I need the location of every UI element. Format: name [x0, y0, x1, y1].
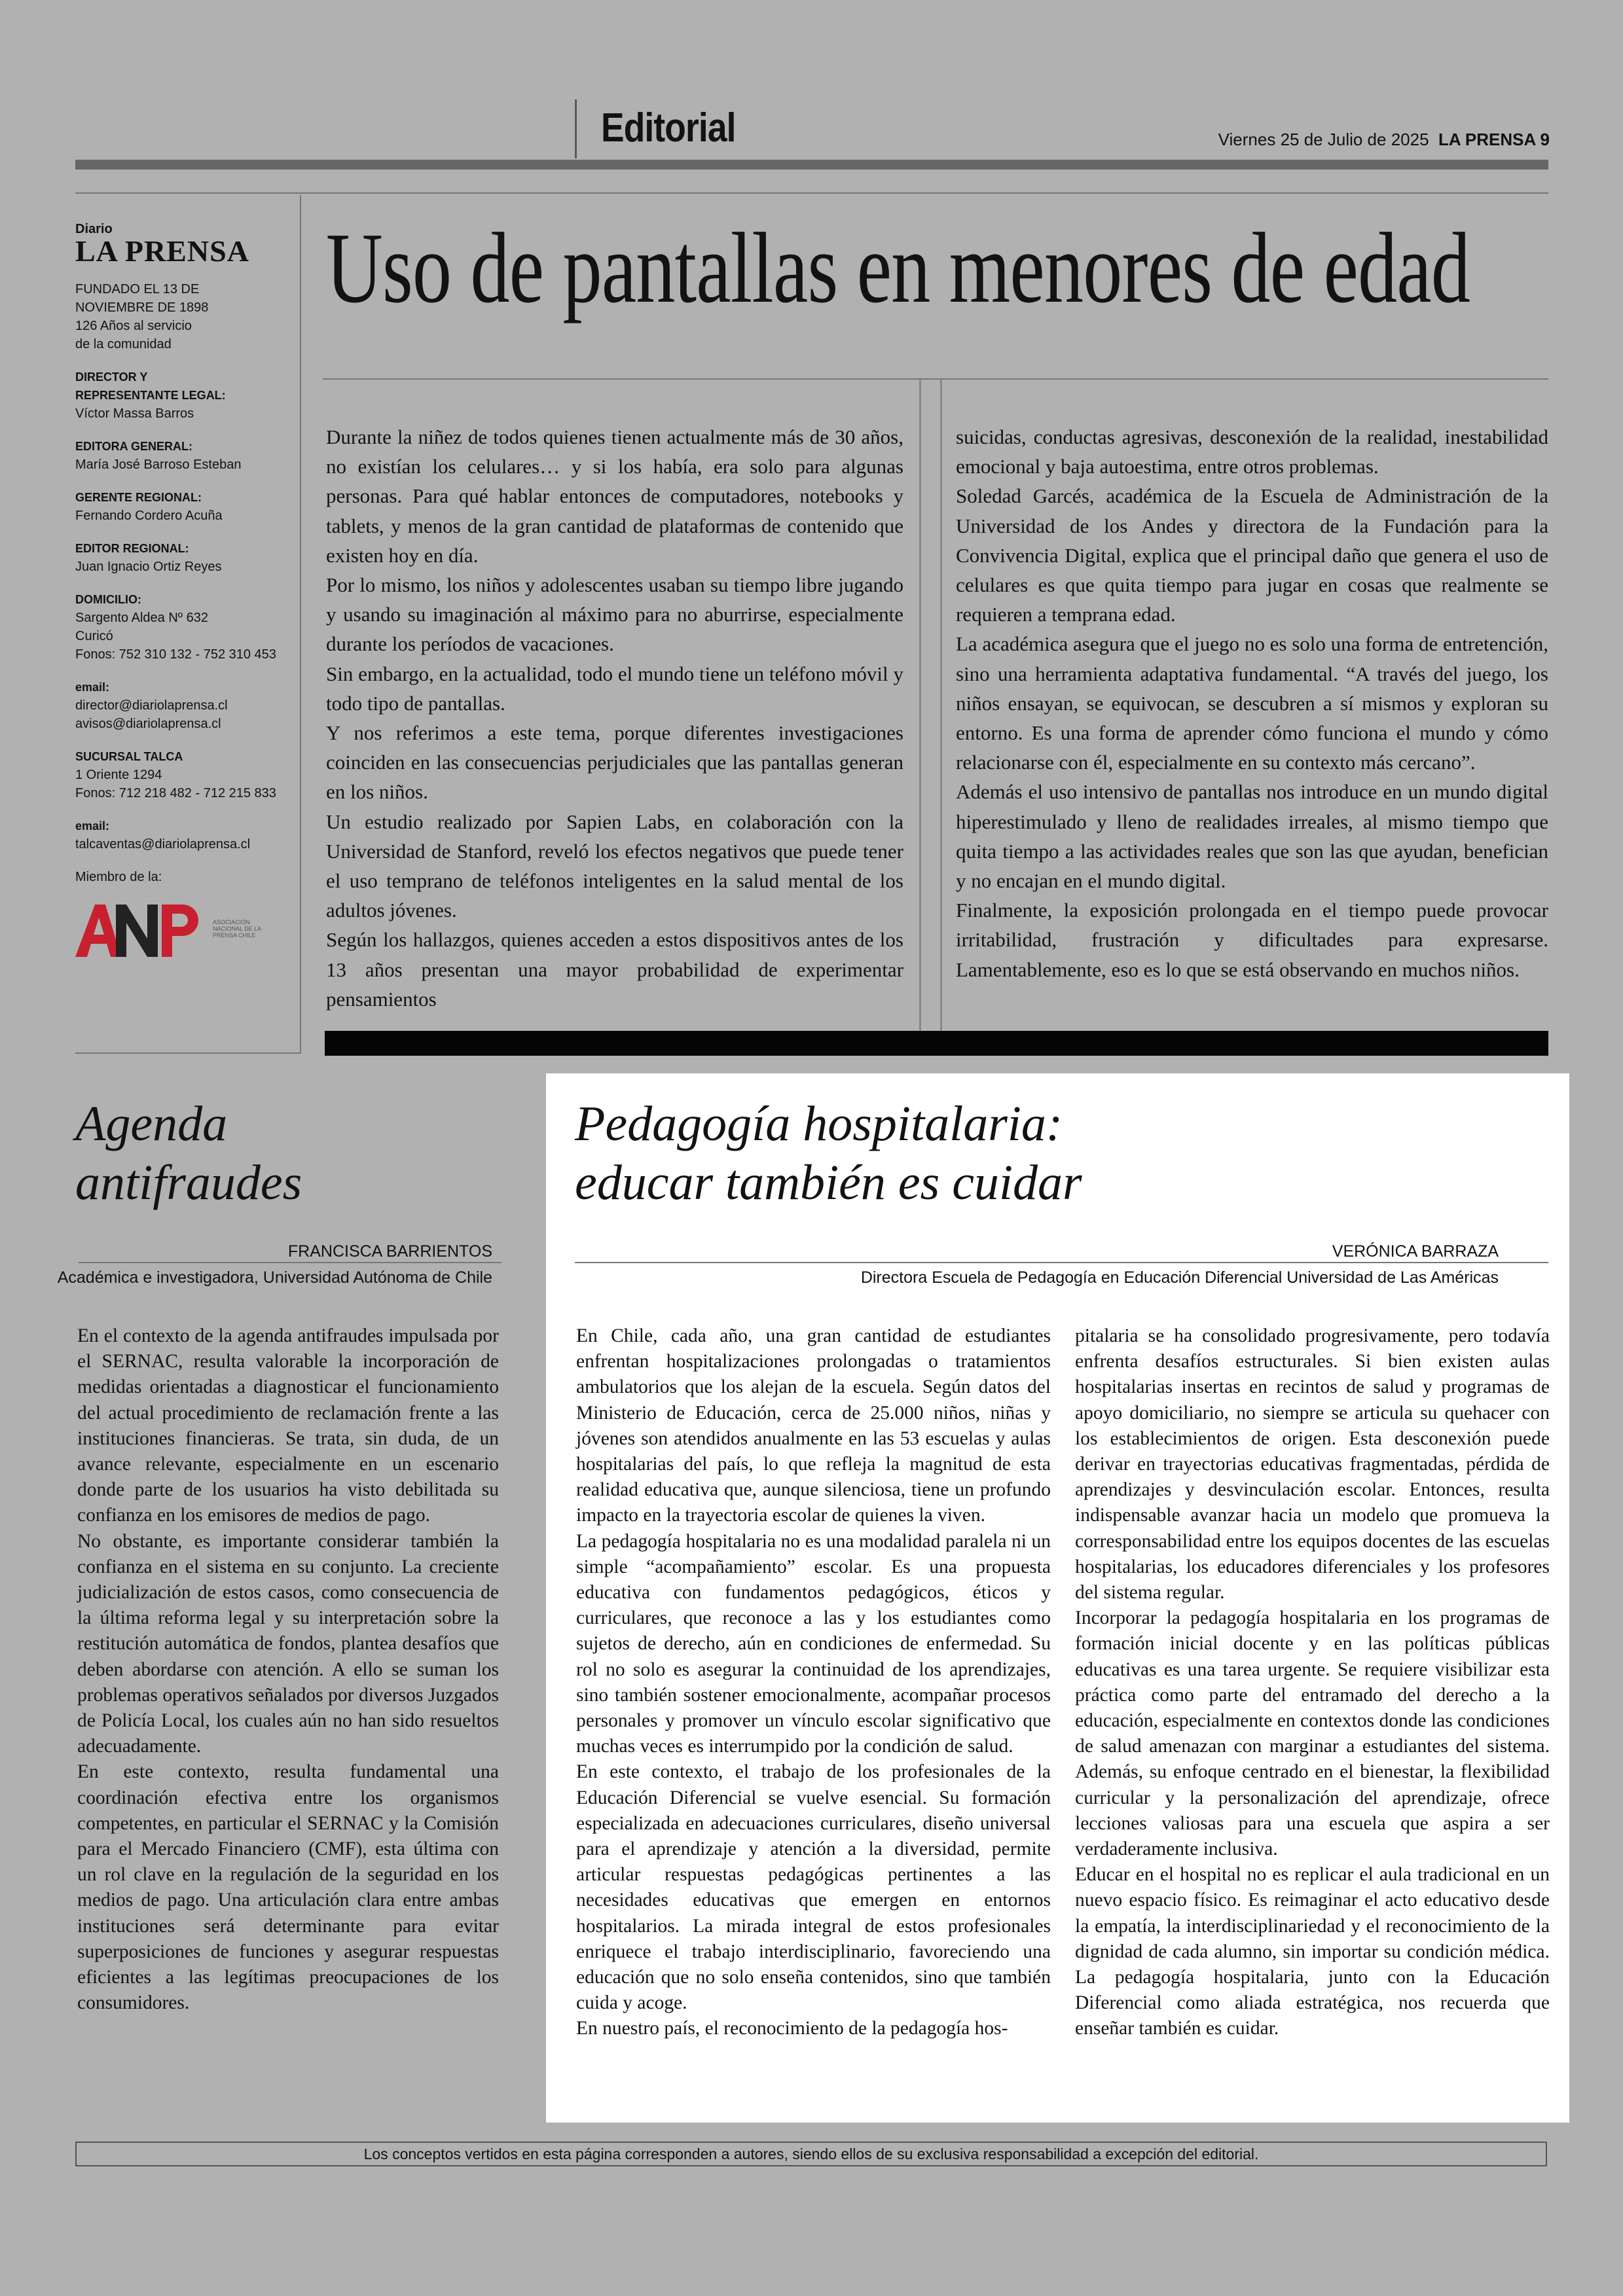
staff-value: Sargento Aldea Nº 632: [75, 611, 209, 625]
issue-date: Viernes 25 de Julio de 2025: [1218, 130, 1429, 149]
paragraph: Educar en el hospital no es replicar el aula tradicional en un nuevo espacio físico. Es reimaginar el acto educativo desde la empatía, la interdisciplinariedad y el reconocimiento de la dignidad de cada alumno, sin importar su condición médica. La pedagogía hospitalaria, junto con la Educación Diferencial como aliada estratégica, nos recuerda que enseñar también es cuidar.: [1075, 1864, 1550, 2039]
paragraph: La académica asegura que el juego no es solo una forma de entretención, sino una herramienta adaptativa fundamental. “A través del juego, los niños ensayan, se equivocan, se descubren a sí mismos y exploran su entorno. Es una forma de aprender cómo funciona el mundo y cómo relacionarse con él, especialmente en su contexto más cercano”.: [956, 632, 1548, 774]
paragraph: En Chile, cada año, una gran cantidad de estudiantes enfrentan hospitalizaciones prolongadas o tratamientos ambulatorios que los alejan de la escuela. Según datos del Ministerio de Educación, cerca de 25.000 niños, niñas y jóvenes son atendidos anualmente en las 53 escuelas y aulas hospitalarias del país, lo que refleja la magnitud de esta realidad educativa que, aunque silenciosa, tiene un profundo impacto en la trayectoria escolar de quienes la viven.: [576, 1325, 1051, 1526]
article-left-rule: [79, 1262, 501, 1263]
masthead-diario: Diario: [75, 222, 113, 236]
paragraph: Según los hallazgos, quienes acceden a estos dispositivos antes de los 13 años presentan una mayor probabilidad de experimentar pensamientos: [326, 928, 903, 1011]
staff-value: Fernando Cordero Acuña: [75, 509, 223, 523]
staff-label: email:: [75, 681, 110, 694]
article-left-author: FRANCISCA BARRIENTOS: [287, 1242, 492, 1261]
header-bar: [75, 160, 1548, 170]
paragraph: suicidas, conductas agresivas, desconexión de la realidad, inestabilidad emocional y baja autoestima, entre otros problemas.: [956, 425, 1548, 478]
paragraph: Sin embargo, en la actualidad, todo el mundo tiene un teléfono móvil y todo tipo de pantallas.: [326, 662, 903, 715]
paragraph: En este contexto, el trabajo de los profesionales de la Educación Diferencial se vuelve esencial. Su formación especializada en adecuaciones curriculares, diseño universal para el aprendizaje y atención a la diversidad, permite articular respuestas pedagógicas pertinentes a las necesidades educativas que emergen en entornos hospitalarios. La mirada integral de estos profesionales enriquece el trabajo interdisciplinario, favoreciendo una educación que no solo enseña contenidos, sino que también cuida y acoge.: [576, 1761, 1051, 2014]
article-right-rule: [575, 1262, 1548, 1263]
paragraph: Soledad Garcés, académica de la Escuela de Administración de la Universidad de los Andes y directora de la Fundación para la Convivencia Digital, explica que el principal daño que genera el uso de celulares es que quita tiempo para jugar en cosas que realmente se requieren a temprana edad.: [956, 484, 1548, 626]
section-title: Editorial: [601, 105, 736, 151]
staff-value: director@diariolaprensa.cl: [75, 698, 228, 713]
article-right-title-line: educar también es cuidar: [575, 1155, 1082, 1210]
editorial-title: Uso de pantallas en menores de edad: [326, 213, 1470, 324]
header-rule: [75, 192, 1548, 194]
masthead-sidebar: [75, 223, 291, 958]
editorial-bottom-bar: [325, 1031, 1548, 1056]
column-rule: [919, 380, 921, 1031]
paragraph: Y nos referimos a este tema, porque diferentes investigaciones coinciden en las consecuencias perjudiciales que las pantallas generan en los niños.: [326, 721, 903, 804]
article-left-title: [75, 1094, 534, 1212]
paragraph: En este contexto, resulta fundamental una coordinación efectiva entre los organismos competentes, en particular el SERNAC y la Comisión para el Mercado Financiero (CMF), esta última con un rol clave en la regulación de la seguridad en los medios de pago. Una articulación clara entre ambas instituciones será determinante para evitar superposiciones de funciones y asegurar respuestas eficientes a las legítimas preocupaciones de los consumidores.: [77, 1761, 499, 2014]
staff-block: [75, 747, 291, 802]
paragraph: Un estudio realizado por Sapien Labs, en colaboración con la Universidad de Stanford, reveló los efectos negativos que puede tener el uso temprano de teléfonos inteligentes en la salud mental de los adultos jóvenes.: [326, 810, 903, 922]
founded-block: [75, 280, 291, 353]
member-of-label: Miembro de la:: [75, 870, 162, 884]
article-right-column-1: [576, 1323, 1051, 2042]
paragraph: En el contexto de la agenda antifraudes impulsada por el SERNAC, resulta valorable la incorporación de medidas orientadas a diagnosticar el funcionamiento del actual procedimiento de reclamación frente a las instituciones financieras. Se trata, sin duda, de un avance relevante, especialmente en un escenario donde parte de los usuarios ha visto debilitada su confianza en los emisores de medios de pago.: [77, 1325, 499, 1526]
staff-value: Fonos: 712 218 482 - 712 215 833: [75, 786, 276, 800]
staff-block: [75, 817, 291, 853]
masthead-logo: LA PRENSA: [75, 234, 249, 268]
article-right-title-line: Pedagogía hospitalaria:: [575, 1096, 1063, 1151]
paragraph: No obstante, es importante considerar también la confianza en el sistema en su conjunto. La creciente judicialización de estos casos, como consecuencia de la última reforma legal y su interpretación sobre la restitución automática de fondos, plantea desafíos que deben abordarse con atención. A ello se suman los problemas operativos señalados por diversos Juzgados de Policía Local, los cuales aún no han sido resueltos adecuadamente.: [77, 1530, 499, 1757]
founded-line: FUNDADO EL 13 DE: [75, 282, 200, 296]
paragraph: Finalmente, la exposición prolongada en el tiempo puede provocar irritabilidad, frustración y dificultades para expresarse. Lamentablemente, eso es lo que se está observando en muchos niños.: [956, 899, 1548, 981]
founded-line: NOVIEMBRE DE 1898: [75, 300, 209, 315]
staff-value: avisos@diariolaprensa.cl: [75, 717, 221, 731]
anp-small-text: ASOCIACIÓN NACIONAL DE LA PRENSA CHILE: [213, 919, 261, 939]
staff-list: [75, 368, 291, 853]
staff-label: email:: [75, 819, 110, 833]
article-right-column-2: [1075, 1323, 1550, 2042]
staff-value: Curicó: [75, 629, 113, 643]
editorial-column-2: [956, 422, 1548, 984]
staff-value: Juan Ignacio Ortiz Reyes: [75, 560, 222, 574]
staff-value: Víctor Massa Barros: [75, 406, 194, 421]
article-left-title-line: antifraudes: [75, 1155, 302, 1210]
article-right-title: [575, 1094, 1491, 1212]
column-rule: [940, 380, 942, 1031]
staff-block: [75, 678, 291, 733]
anp-logo: [75, 899, 291, 958]
paragraph: pitalaria se ha consolidado progresivamente, pero todavía enfrenta desafíos estructurales. Si bien existen aulas hospitalarias insertas en recintos de salud y programas de apoyo domiciliario, no siempre se articula su quehacer con los establecimientos de origen. Esta desconexión puede derivar en trayectorias educativas fragmentadas, pérdida de aprendizajes y desvinculación escolar. Entonces, resulta indispensable avanzar hacia un modelo que promueva la corresponsabilidad entre los equipos docentes de las escuelas hospitalarias, los educadores diferenciales y los profesores del sistema regular.: [1075, 1325, 1550, 1604]
founded-line: de la comunidad: [75, 337, 172, 351]
article-right-author: VERÓNICA BARRAZA: [1332, 1242, 1499, 1261]
paper-page: LA PRENSA 9: [1438, 130, 1550, 149]
staff-label: SUCURSAL TALCA: [75, 750, 183, 763]
editorial-column-1: [326, 422, 903, 1014]
sidebar-bottom-rule: [75, 1052, 301, 1054]
paragraph: Por lo mismo, los niños y adolescentes usaban su tiempo libre jugando y usando su imaginación al máximo para no aburrirse, especialmente durante los períodos de vacaciones.: [326, 573, 903, 656]
staff-block: [75, 590, 291, 664]
staff-label: DIRECTOR Y: [75, 370, 148, 384]
staff-value: 1 Oriente 1294: [75, 768, 162, 782]
editorial-rule: [323, 378, 1548, 380]
paragraph: En nuestro país, el reconocimiento de la pedagogía hos-: [576, 2018, 1008, 2039]
article-left-body: [77, 1323, 499, 2016]
header-separator: [575, 99, 577, 158]
footer-disclaimer: Los conceptos vertidos en esta página corresponden a autores, siendo ellos de su exclusiva responsabilidad a excepción del editorial.: [75, 2142, 1547, 2166]
staff-value: Fonos: 752 310 132 - 752 310 453: [75, 647, 276, 662]
staff-label: EDITORA GENERAL:: [75, 440, 193, 453]
paragraph: La pedagogía hospitalaria no es una modalidad paralela ni un simple “acompañamiento” escolar. Es una propuesta educativa con fundamentos pedagógicos, éticos y curriculares, que reconoce a las y los estudiantes como sujetos de derecho, aún en condiciones de enfermedad. Su rol no solo es asegurar la continuidad de los aprendizajes, sino también sostener emocionalmente, acompañar procesos personales y promover un vínculo escolar significativo que muchas veces es interrumpido por la condición de salud.: [576, 1530, 1051, 1757]
article-left-title-line: Agenda: [75, 1096, 228, 1151]
staff-value: María José Barroso Esteban: [75, 457, 242, 472]
staff-label: EDITOR REGIONAL:: [75, 542, 189, 555]
article-left-role: Académica e investigadora, Universidad Autónoma de Chile: [57, 1268, 492, 1287]
paragraph: Durante la niñez de todos quienes tienen actualmente más de 30 años, no existían los celulares… y si los había, era solo para algunas personas. Para qué hablar entonces de computadores, notebooks y tablets, y menos de la gran cantidad de plataformas de contenido que existen hoy en día.: [326, 425, 903, 567]
anp-logo-icon: [75, 899, 206, 958]
staff-label: GERENTE REGIONAL:: [75, 491, 202, 504]
staff-label: REPRESENTANTE LEGAL:: [75, 389, 226, 402]
staff-block: [75, 488, 291, 525]
staff-value: talcaventas@diariolaprensa.cl: [75, 837, 251, 852]
founded-line: 126 Años al servicio: [75, 319, 192, 333]
paragraph: Incorporar la pedagogía hospitalaria en los programas de formación inicial docente y en las políticas públicas educativas es una tarea urgente. Se requiere visibilizar esta práctica como parte del entramado del derecho a la educación, especialmente en contextos donde las condiciones de salud amenazan con marginar a estudiantes del sistema. Además, su enfoque centrado en el bienestar, la flexibilidad curricular y la personalización del aprendizaje, ofrece lecciones valiosas para una escuela que aspira a ser verdaderamente inclusiva.: [1075, 1607, 1550, 1860]
staff-block: [75, 437, 291, 474]
staff-block: [75, 539, 291, 576]
staff-label: DOMICILIO:: [75, 593, 141, 606]
date-line: [1218, 130, 1550, 150]
staff-block: [75, 368, 291, 423]
paragraph: Además el uso intensivo de pantallas nos introduce en un mundo digital hiperestimulado y lleno de realidades irreales, al mismo tiempo que quita tiempo a las actividades reales que son las que ayudan, benefician y no encajan en el mundo digital.: [956, 780, 1548, 893]
article-right-role: Directora Escuela de Pedagogía en Educación Diferencial Universidad de Las Américas: [860, 1268, 1499, 1287]
sidebar-rule: [300, 195, 301, 1054]
